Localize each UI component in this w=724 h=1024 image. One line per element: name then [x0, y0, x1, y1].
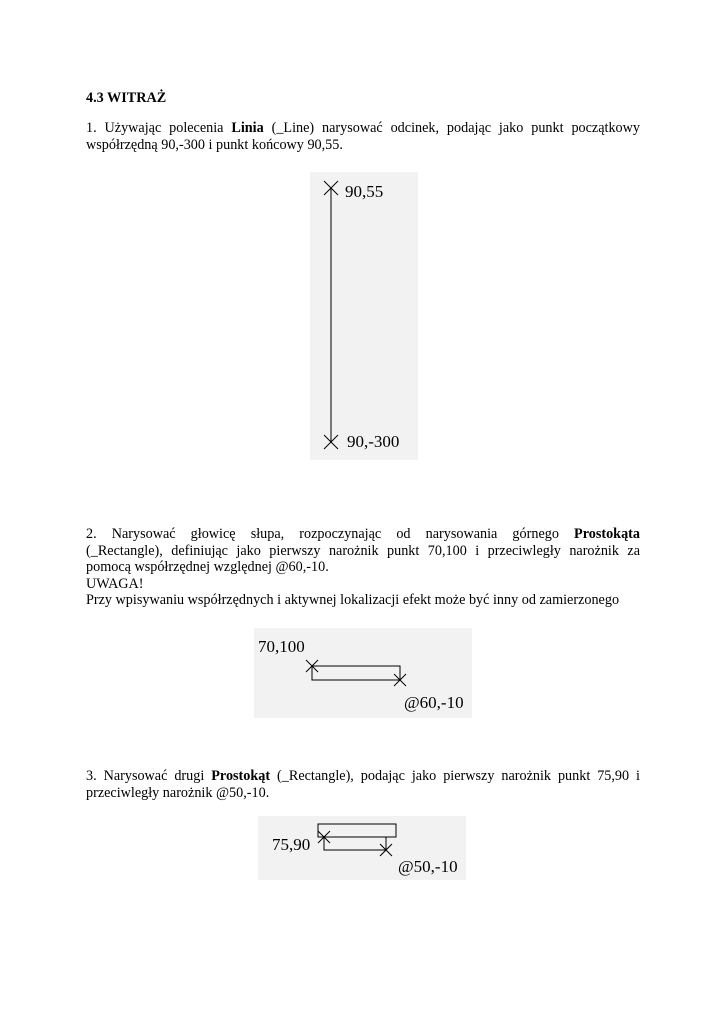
label-75-90: 75,90 [272, 835, 311, 854]
label-rel-50-minus-10: @50,-10 [398, 857, 458, 876]
step-2-warning: UWAGA! [86, 575, 144, 592]
step-1-line-2: współrzędną 90,-300 i punkt końcowy 90,55. [86, 136, 343, 153]
step-2-text [86, 526, 640, 609]
section-heading: 4.3 WITRAŻ [86, 90, 167, 106]
label-70-100: 70,100 [258, 637, 305, 656]
label-rel-60-minus-10: @60,-10 [404, 693, 464, 712]
step-2-line-3: pomocą współrzędnej względnej @60,-10. [86, 559, 329, 575]
command-prostokat: Prostokąt [211, 768, 271, 784]
step-3-text [86, 768, 640, 801]
top-rectangle [312, 666, 400, 680]
step-3-line-2: przeciwległy narożnik @50,-10. [86, 784, 270, 801]
second-rectangle [324, 837, 386, 850]
figure-1-line-drawing [310, 172, 418, 460]
label-90-minus-300: 90,-300 [347, 432, 400, 451]
step-3-line-1: 3. Narysować drugi Prostokąt (_Rectangle), podając jako pierwszy narożnik punkt 75,90 i [86, 768, 640, 784]
figure-2-rectangle-drawing [254, 628, 472, 718]
step-2-line-1: 2. Narysować głowicę słupa, rozpoczynając od narysowania górnego Prostokąta [86, 526, 640, 542]
upper-rectangle [318, 824, 396, 837]
figure-3-rectangle-drawing [258, 816, 466, 880]
step-2-line-5: Przy wpisywaniu współrzędnych i aktywnej lokalizacji efekt może być inny od zamierzonego [86, 592, 620, 608]
command-prostokata: Prostokąta [574, 526, 640, 542]
step-1-line-1: 1. Używając polecenia Linia (_Line) narysować odcinek, podając jako punkt początkowy [86, 120, 640, 136]
label-90-55: 90,55 [345, 182, 384, 201]
step-1-text [86, 120, 640, 153]
command-linia: Linia [231, 120, 264, 136]
step-2-line-2: (_Rectangle), definiując jako pierwszy narożnik punkt 70,100 i przeciwległy narożnik za [86, 542, 640, 559]
